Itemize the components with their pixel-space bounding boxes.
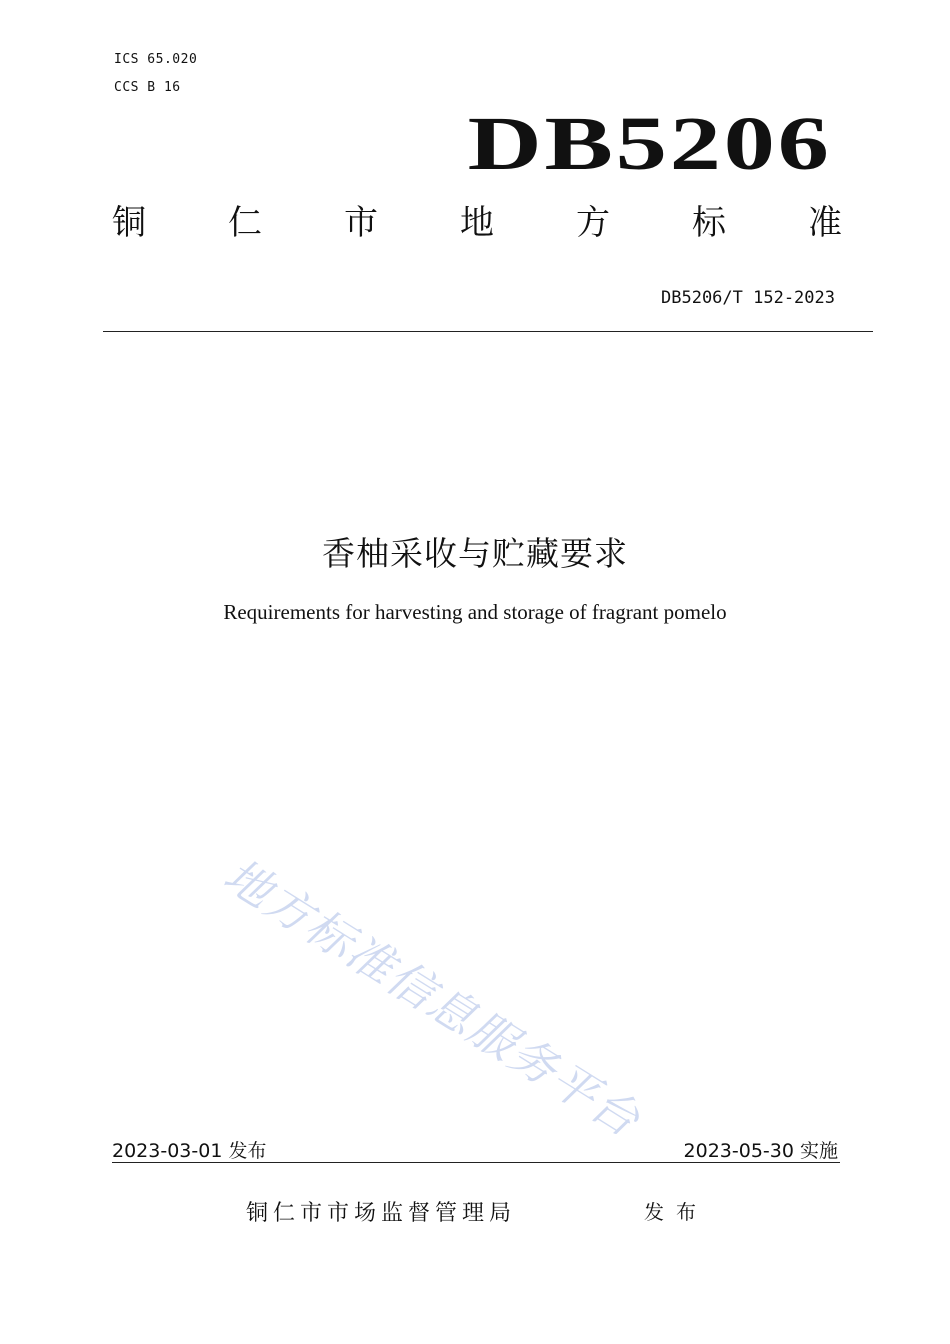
document-title-chinese: 香柚采收与贮藏要求 xyxy=(322,534,628,573)
issue-label: 发布 xyxy=(644,1200,708,1224)
local-standard-char: 市 xyxy=(344,203,378,243)
local-standard-char: 铜 xyxy=(112,203,146,243)
bottom-divider xyxy=(112,1162,840,1163)
local-standard-char: 仁 xyxy=(228,203,262,243)
ccs-code: CCS B 16 xyxy=(114,80,181,95)
local-standard-char: 标 xyxy=(692,203,726,243)
standard-number: DB5206/T 152-2023 xyxy=(661,288,835,308)
watermark: 地方标准信息服务平台 xyxy=(214,847,651,1148)
local-standard-char: 地 xyxy=(460,203,494,243)
local-standard-char: 准 xyxy=(808,203,842,243)
standard-code-heading: DB5206 xyxy=(468,102,832,186)
document-title-english: Requirements for harvesting and storage of fragrant pomelo xyxy=(223,600,727,624)
publish-date: 2023-03-01 发布 xyxy=(112,1140,267,1162)
local-standard-char: 方 xyxy=(576,203,610,243)
issuing-authority: 铜仁市市场监督管理局 xyxy=(246,1201,517,1226)
local-standard-label xyxy=(112,203,842,243)
ics-code: ICS 65.020 xyxy=(114,52,198,67)
top-divider xyxy=(103,331,873,332)
implement-date: 2023-05-30 实施 xyxy=(683,1140,838,1162)
